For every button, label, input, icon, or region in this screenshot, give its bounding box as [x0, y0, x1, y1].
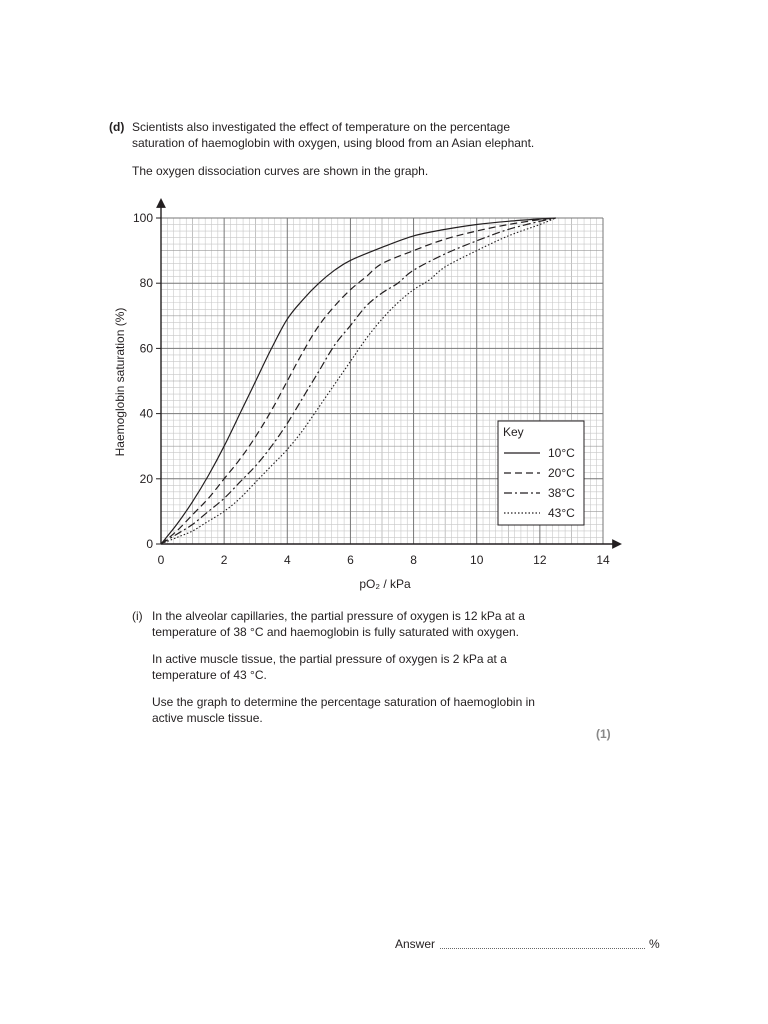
answer-input-line[interactable]	[440, 948, 645, 949]
y-tick-label: 0	[146, 537, 153, 551]
sub-question-line-1: In the alveolar capillaries, the partial pressure of oxygen is 12 kPa at a	[152, 609, 525, 623]
y-tick-label: 100	[132, 211, 153, 225]
x-tick-label: 12	[533, 553, 547, 567]
x-tick-label: 2	[220, 553, 228, 567]
graph-note: The oxygen dissociation curves are shown in the graph.	[132, 164, 429, 178]
marks-label: (1)	[596, 727, 611, 741]
legend	[498, 421, 584, 525]
answer-unit: %	[649, 937, 660, 951]
x-tick-label: 8	[410, 553, 417, 567]
y-tick-label: 60	[139, 341, 153, 356]
x-tick-label: 6	[347, 553, 354, 567]
question-intro-line-2: saturation of haemoglobin with oxygen, using blood from an Asian elephant.	[132, 136, 535, 150]
sub-question-line-6: active muscle tissue.	[152, 711, 263, 725]
legend-label: 38°C	[548, 486, 575, 500]
x-tick-label: 0	[157, 553, 165, 567]
legend-label: 10°C	[548, 446, 575, 460]
x-axis-label: pO₂ / kPa	[359, 577, 411, 591]
sub-question-line-3: In active muscle tissue, the partial pressure of oxygen is 2 kPa at a	[152, 652, 507, 666]
sub-question-line-5: Use the graph to determine the percentage saturation of haemoglobin in	[152, 695, 535, 709]
x-tick-label: 4	[283, 553, 291, 567]
legend-title: Key	[503, 425, 524, 439]
legend-label: 43°C	[548, 506, 575, 520]
question-intro-line-1: Scientists also investigated the effect of temperature on the percentage	[132, 120, 511, 134]
question-part-label: (d)	[109, 120, 125, 134]
y-axis-label: Haemoglobin saturation (%)	[113, 307, 127, 457]
sub-question-line-2: temperature of 38 °C and haemoglobin is fully saturated with oxygen.	[152, 625, 520, 639]
answer-label: Answer	[395, 937, 436, 951]
legend-label: 20°C	[548, 466, 575, 480]
x-tick-label: 10	[470, 553, 484, 567]
y-tick-label: 20	[139, 471, 153, 486]
sub-question-label: (i)	[132, 609, 143, 623]
x-tick-label: 14	[596, 553, 610, 567]
y-tick-label: 40	[139, 406, 153, 421]
y-tick-label: 80	[139, 276, 153, 291]
sub-question-line-4: temperature of 43 °C.	[152, 668, 267, 682]
